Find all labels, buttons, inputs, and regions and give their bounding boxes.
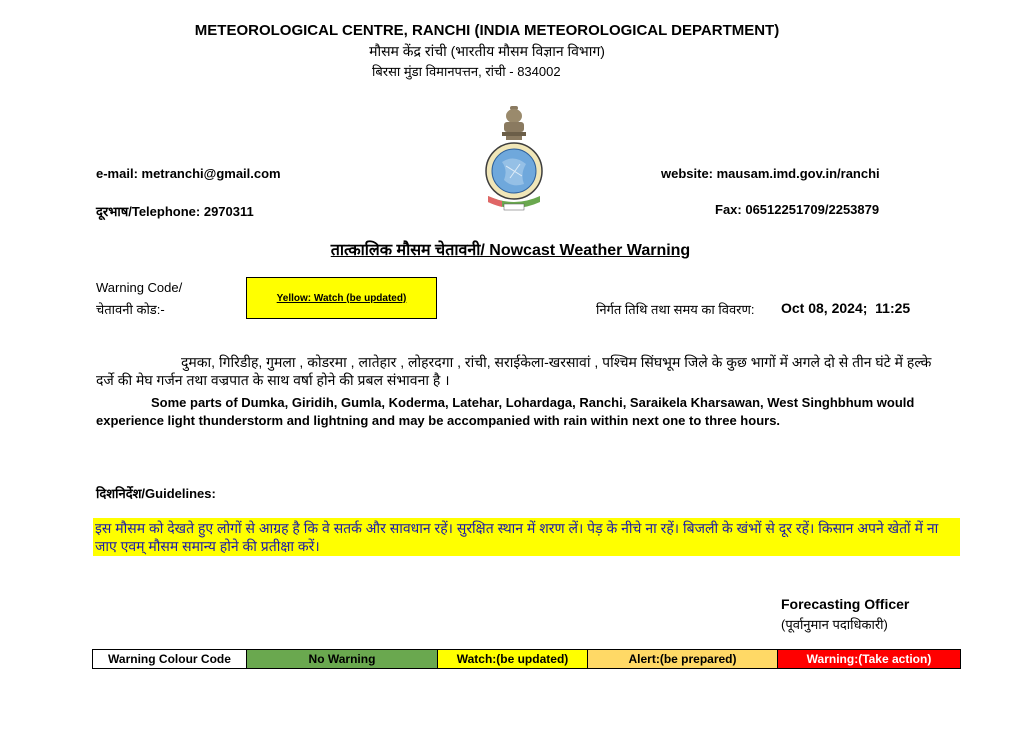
fax: Fax: 06512251709/2253879 bbox=[715, 202, 880, 217]
legend-warning: Warning:(Take action) bbox=[778, 650, 961, 669]
legend-no-warning: No Warning bbox=[247, 650, 438, 669]
imd-emblem bbox=[484, 104, 544, 216]
issued-datetime: Oct 08, 2024; 11:25 bbox=[781, 300, 911, 316]
email: e-mail: metranchi@gmail.com bbox=[96, 166, 281, 181]
legend-alert: Alert:(be prepared) bbox=[588, 650, 778, 669]
warning-code-label bbox=[96, 280, 182, 318]
warning-code-badge: Yellow: Watch (be updated) bbox=[246, 277, 437, 319]
warning-code-label-hi: चेतावनी कोड:- bbox=[96, 302, 165, 317]
issued-label: निर्गत तिथि तथा समय का विवरण: bbox=[596, 302, 755, 317]
warning-message-hindi: दुमका, गिरिडीह, गुमला , कोडरमा , लातेहार , लोहरदगा , रांची, सराईकेला-खरसावां , पश्चिम सिंघभूम जिले के कुछ भागों में अगले दो से तीन घंटे में हल्के दर्जे की मेघ गर्जन तथा वज्रपात के साथ वर्षा होने की प्रबल संभावना है । bbox=[96, 354, 932, 388]
org-name-hindi: मौसम केंद्र रांची (भारतीय मौसम विज्ञान विभाग) bbox=[369, 43, 605, 59]
officer-title-hindi: (पूर्वानुमान पदाधिकारी) bbox=[781, 617, 888, 632]
warning-code-label-en: Warning Code/ bbox=[96, 280, 183, 295]
address: बिरसा मुंडा विमानपत्तन, रांची - 834002 bbox=[372, 64, 561, 79]
telephone: दूरभाष/Telephone: 2970311 bbox=[96, 204, 254, 219]
warning-colour-legend bbox=[92, 649, 961, 669]
guidelines-text: इस मौसम को देखते हुए लोगों से आग्रह है कि वे सतर्क और सावधान रहें। सुरक्षित स्थान में शरण लें। पेड़ के नीचे ना रहें। बिजली के खंभों से दूर रहें। किसान अपने खेतों में ना जाए एवम् मौसम समान्य होने की प्रतीक्षा करें। bbox=[93, 518, 960, 556]
org-name-english: METEOROLOGICAL CENTRE, RANCHI (INDIA METEOROLOGICAL DEPARTMENT) bbox=[194, 22, 780, 39]
page-title: तात्कालिक मौसम चेतावनी/ Nowcast Weather Warning bbox=[330, 242, 691, 259]
legend-label: Warning Colour Code bbox=[93, 650, 247, 669]
legend-watch: Watch:(be updated) bbox=[438, 650, 588, 669]
officer-title: Forecasting Officer bbox=[781, 596, 910, 612]
website: website: mausam.imd.gov.in/ranchi bbox=[661, 166, 880, 181]
guidelines-label: दिशनिर्देश/Guidelines: bbox=[96, 486, 216, 501]
warning-message-english: Some parts of Dumka, Giridih, Gumla, Koderma, Latehar, Lohardaga, Ranchi, Saraikela Kharsawan, West Singhbhum would experience light thunderstorm and lightning and may be accompanied with rain within next one to three hours. bbox=[96, 395, 915, 428]
